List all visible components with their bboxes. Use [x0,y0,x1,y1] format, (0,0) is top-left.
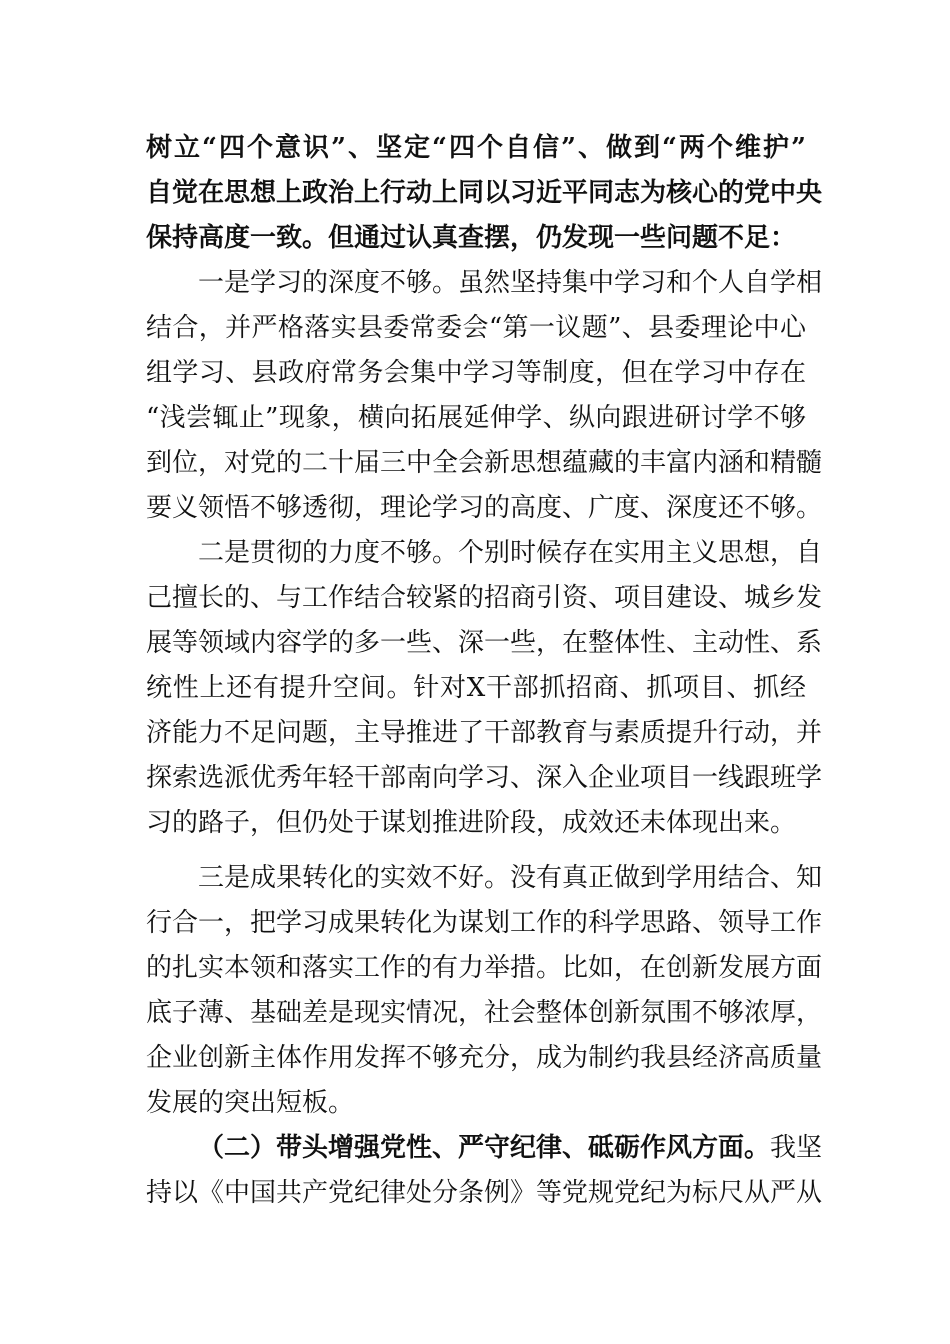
text-line: 统性上还有提升空间。针对X干部抓招商、抓项目、抓经 [146,673,806,703]
section-heading-tail: 我坚 [770,1133,823,1163]
text-line: 持以《中国共产党纪律处分条例》等党规党纪为标尺从严从 [146,1178,823,1208]
text-line: 探索选派优秀年轻干部南向学习、深入企业项目一线跟班学 [146,763,823,793]
section-heading-line [198,1128,823,1168]
text-line: 到位，对党的二十届三中全会新思想蕴藏的丰富内涵和精髓 [146,448,823,478]
text-line: 发展的突出短板。 [146,1088,355,1118]
text-line: 行合一，把学习成果转化为谋划工作的科学思路、领导工作 [146,908,823,938]
text-line: 企业创新主体作用发挥不够充分，成为制约我县经济高质量 [146,1043,823,1073]
text-line: 要义领悟不够透彻，理论学习的高度、广度、深度还不够。 [146,493,823,523]
text-line: 保持高度一致。但通过认真查摆，仍发现一些问题不足： [146,223,797,253]
text-line: 三是成果转化的实效不好。没有真正做到学用结合、知 [198,863,823,893]
text-line: 组学习、县政府常务会集中学习等制度，但在学习中存在 [146,358,806,388]
text-line: 结合，并严格落实县委常委会“第一议题”、县委理论中心 [146,313,806,343]
text-line: 展等领域内容学的多一些、深一些，在整体性、主动性、系 [146,628,823,658]
section-heading: （二）带头增强党性、严守纪律、砥砺作风方面。 [198,1133,771,1163]
text-line: 己擅长的、与工作结合较紧的招商引资、项目建设、城乡发 [146,583,823,613]
text-line: 习的路子，但仍处于谋划推进阶段，成效还未体现出来。 [146,808,797,838]
text-line: 底子薄、基础差是现实情况，社会整体创新氛围不够浓厚， [146,998,823,1028]
text-line: 济能力不足问题，主导推进了干部教育与素质提升行动，并 [146,718,823,748]
text-line: 的扎实本领和落实工作的有力举措。比如，在创新发展方面 [146,953,823,983]
text-line: “浅尝辄止”现象，横向拓展延伸学、纵向跟进研讨学不够 [146,403,806,433]
text-line: 一是学习的深度不够。虽然坚持集中学习和个人自学相 [198,268,823,298]
text-line: 自觉在思想上政治上行动上同以习近平同志为核心的党中央 [146,178,823,208]
text-line: 二是贯彻的力度不够。个别时候存在实用主义思想，自 [198,538,823,568]
text-line: 树立“四个意识”、坚定“四个自信”、做到“两个维护” [146,133,806,163]
